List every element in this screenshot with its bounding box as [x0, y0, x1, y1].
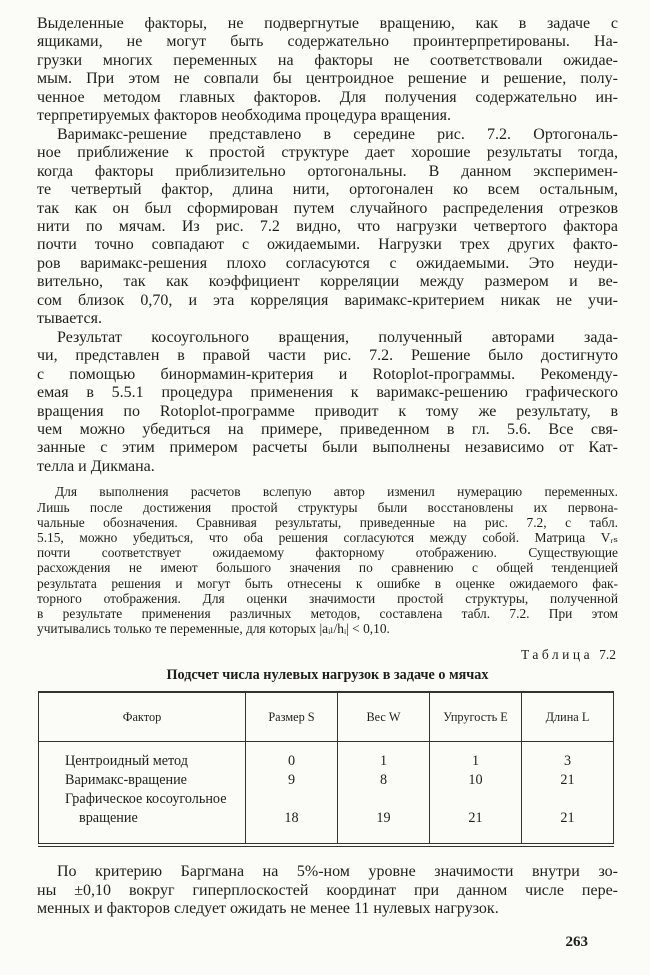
text-line: мым. При этом не совпали бы центроидное решение и решение, полу- — [37, 70, 618, 88]
text-line: торного отображения. Для оценки значимости простой структуры, полученной — [37, 590, 618, 606]
text-line: занные с этим примером расчеты были выполнены независимо от Кат- — [37, 439, 618, 457]
value-cell: 1 — [338, 742, 430, 772]
text-line: почти точно совпадают с ожидаемыми. Нагрузки трех других факто- — [37, 236, 618, 254]
text-line: ящиками, не могут быть содержательно проинтерпретированы. На- — [37, 33, 618, 51]
text-line: телла и Дикмана. — [37, 457, 155, 475]
text-line: чальные обозначения. Сравнивая результаты, приведенные на рис. 7.2, с табл. — [37, 514, 618, 530]
table-row — [39, 790, 614, 845]
text-line: чем можно убедиться на примере, приведенном в гл. 5.6. Все свя- — [37, 420, 618, 438]
column-header-elasticity: Упругость Е — [430, 692, 522, 742]
text-line: ное приближение к простой структуре дает хорошие результаты тогда, — [37, 144, 618, 162]
text-line: когда факторы приблизительно ортогональны. В данном эксперимен- — [37, 162, 618, 180]
text-line: Варимакс-решение представлено в середине рис. 7.2. Ортогональ- — [57, 125, 618, 143]
factor-cell: Графическое косоугольное вращение — [65, 791, 227, 827]
table-title: Подсчет числа нулевых нагрузок в задаче о мячах — [166, 667, 489, 684]
text-line: грузки многих переменных на факторы не соответствовали ожидае- — [37, 51, 618, 69]
table-row — [39, 771, 614, 790]
text-line: Для выполнения расчетов вслепую автор изменил нумерацию переменных. — [55, 484, 618, 500]
text-line: учитывались только те переменные, для которых |aᵢₗ/hᵢ| < 0,10. — [37, 621, 390, 637]
column-header-factor: Фактор — [39, 692, 246, 742]
closing-paragraph — [37, 863, 618, 918]
value-cell: 0 — [246, 742, 338, 772]
value-cell: 1 — [430, 742, 522, 772]
text-line: вительно, так как коэффициент корреляции между размером и ве- — [37, 273, 618, 291]
text-line: с помощью бинормамин-критерия и Rotoplot-программы. Рекоменду- — [37, 365, 618, 383]
factor-cell: Центроидный метод — [65, 753, 188, 770]
paragraph-3 — [37, 329, 618, 477]
text-column — [37, 15, 618, 951]
column-header-length: Длина L — [522, 692, 614, 742]
value-cell: 18 — [246, 790, 338, 845]
column-header-weight: Вес W — [338, 692, 430, 742]
value-cell: 10 — [430, 771, 522, 790]
value-cell: 8 — [338, 771, 430, 790]
text-line: те четвертый фактор, длина нити, ортогонален ко всем остальным, — [37, 181, 618, 199]
text-line: тывается. — [37, 310, 102, 328]
text-line: 5.15, можно убедиться, что оба решения согласуются между собой. Матрица Vᵣₛ — [37, 529, 618, 545]
text-line: емая в 5.5.1 процедура применения к варимакс-решению графического — [37, 384, 618, 402]
text-line: ров варимакс-решения плохо согласуются с ожидаемыми. Это неуди- — [37, 254, 618, 272]
factor-cell: Варимакс-вращение — [65, 772, 187, 789]
table-caption — [37, 647, 618, 663]
text-line: расхождения не имеют большого значения по сравнению с общей тенденцией — [37, 560, 618, 576]
text-line: так как он был сформирован путем случайного распределения отрезков — [37, 199, 618, 217]
value-cell: 3 — [522, 742, 614, 772]
text-line: сом близок 0,70, и эта корреляция варимакс-критерием никак не учи- — [37, 291, 618, 309]
note-paragraph — [37, 484, 618, 636]
value-cell: 19 — [338, 790, 430, 845]
text-line: чи, представлен в правой части рис. 7.2. Решение было достигнуто — [37, 347, 618, 365]
text-line: Результат косоугольного вращения, полученный авторами зада- — [57, 328, 618, 346]
text-line: результата решения и могут быть отнесены к ошибке в оценке ожидаемого фак- — [37, 575, 618, 591]
paragraph-2 — [37, 126, 618, 329]
page-number: 263 — [565, 933, 588, 950]
table-header-row — [39, 692, 614, 742]
value-cell: 21 — [522, 790, 614, 845]
column-header-size: Размер S — [246, 692, 338, 742]
text-line: ны ±0,10 вокруг гиперплоскостей координат при данном числе пере- — [37, 881, 618, 899]
value-cell: 21 — [430, 790, 522, 845]
text-line: в результате применения различных методов, составлена табл. 7.2. При этом — [37, 605, 618, 621]
paragraph-1 — [37, 15, 618, 126]
value-cell: 9 — [246, 771, 338, 790]
table-caption-label: Таблица — [521, 647, 594, 663]
text-line: вращения по Rotoplot-программе приводит к тому же результату, в — [37, 402, 618, 420]
value-cell: 21 — [522, 771, 614, 790]
text-line: менных и факторов следует ожидать не менее 11 нулевых нагрузок. — [37, 900, 499, 918]
loadings-table — [38, 691, 614, 847]
text-line: Лишь после достижения простой структуры были восстановлены их первона- — [37, 499, 618, 515]
text-line: Выделенные факторы, не подвергнутые вращению, как в задаче с — [37, 15, 618, 32]
text-line: По критерию Баргмана на 5%-ном уровне значимости внутри зо- — [57, 863, 618, 881]
text-line: нити по мячам. Из рис. 7.2 видно, что нагрузки четвертого фактора — [37, 217, 618, 235]
table-row — [39, 742, 614, 772]
text-line: почти соответствует ожидаемому факторному отображению. Существующие — [37, 545, 618, 561]
text-line: ченное методом главных факторов. Для получения содержательно ин- — [37, 88, 618, 106]
table-caption-number: 7.2 — [599, 647, 616, 663]
text-line: терпретируемых факторов необходима процедура вращения. — [37, 107, 451, 125]
